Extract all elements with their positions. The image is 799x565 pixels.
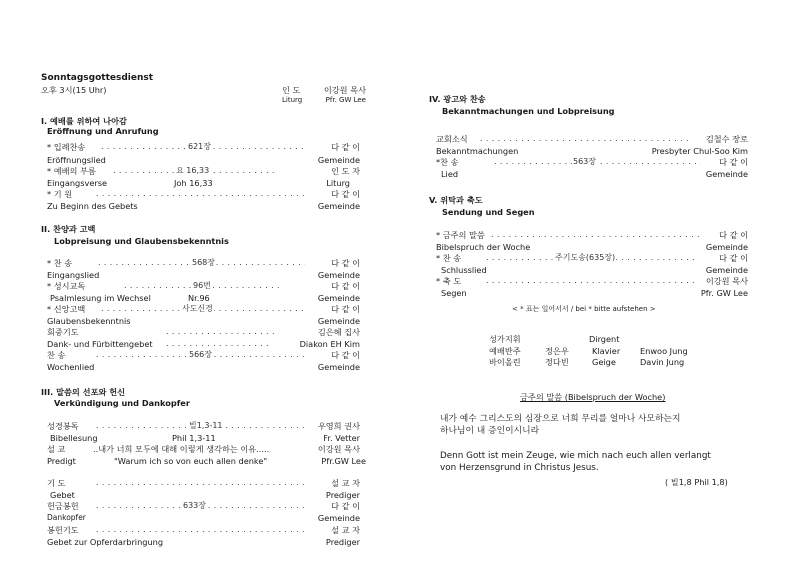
verse-ko-line2: 하나님이 내 증인이시니라	[440, 426, 540, 436]
item-resp-ko: 다 같 이	[331, 350, 360, 360]
dot-leader	[486, 253, 694, 263]
musician-role-ko: 예배반주	[489, 346, 521, 356]
item-label-de: Bekanntmachungen	[436, 146, 519, 156]
item-label-de: Eingangslied	[47, 270, 100, 280]
section-heading-ko: I. 예배를 위하여 나아감	[41, 116, 127, 126]
item-resp-de: Gemeinde	[705, 169, 748, 179]
conductor-label-de: Dirgent	[589, 334, 620, 344]
scripture-ref: . . . 요 16,33	[176, 166, 210, 175]
item-label-ko: * 축 도	[436, 276, 462, 286]
creed-name: . . . 사도신경	[182, 304, 213, 313]
verse-de-line1: Denn Gott ist mein Zeuge, wie mich nach euch allen verlangt	[440, 451, 711, 461]
hymn-number: . . . 568장	[192, 258, 215, 267]
item-resp-de: Prediger	[325, 537, 360, 547]
item-label-de: Gebet zur Opferdarbringung	[47, 537, 164, 547]
item-resp-de: Gemeinde	[317, 155, 360, 165]
item-label-ko: * 신앙고백	[47, 304, 86, 314]
item-label-ko: * 성시교독	[47, 281, 86, 291]
dot-leader	[96, 350, 305, 360]
item-label-de: Glaubensbekenntnis	[47, 316, 131, 326]
item-resp-ko: 김은혜 집사	[317, 327, 360, 337]
pastor-name-ko: 이강원 목사	[323, 85, 366, 95]
item-resp-de: Gemeinde	[705, 242, 748, 252]
item-label-ko: * 입례찬송	[47, 142, 86, 152]
section-heading-ko: V. 위탁과 축도	[429, 195, 483, 205]
musician-name-ko: 정다빈	[545, 357, 569, 367]
item-label-ko: * 금주의 말씀	[436, 230, 485, 240]
item-label-de: Schlusslied	[441, 265, 487, 275]
item-label-de: Eingangsverse	[47, 178, 108, 188]
item-resp-ko: 설 교 자	[331, 525, 360, 535]
dot-leader	[96, 189, 305, 199]
item-label-ko: * 예배의 부름	[47, 166, 96, 176]
item-resp-de: Gemeinde	[317, 316, 360, 326]
hymn-number: . . . 633장	[183, 501, 206, 510]
item-label-de: Zu Beginn des Gebets	[47, 201, 138, 211]
item-resp-ko: 김철수 장로	[705, 134, 748, 144]
sermon-title-ko: ..내가 너희 모두에 대해 이렇게 생각하는 이유.....	[93, 444, 270, 454]
item-label-de: Dankopfer	[47, 513, 86, 522]
item-resp-de: Gemeinde	[317, 513, 360, 523]
dot-leader	[96, 478, 305, 488]
item-label-ko: 성경봉독	[47, 421, 79, 431]
scripture-ref-de: Joh 16,33	[174, 178, 213, 188]
hymn-number: . . . 621장	[188, 142, 211, 151]
item-resp-de: Fr. Vetter	[323, 433, 360, 443]
item-resp-ko: 이강원 목사	[705, 276, 748, 286]
liturg-label-ko: 인 도	[282, 85, 301, 95]
item-resp-ko: 설 교 자	[331, 478, 360, 488]
section-heading-de: Verkündigung und Dankopfer	[54, 398, 190, 408]
item-label-de: Lied	[441, 169, 459, 179]
musician-name-de: Enwoo Jung	[640, 346, 688, 356]
conductor-label-ko: 성가지휘	[489, 334, 521, 344]
liturg-label-de: Liturg	[282, 96, 303, 104]
dot-leader	[491, 230, 699, 240]
dot-leader	[101, 142, 304, 152]
item-resp-ko: 다 같 이	[331, 281, 360, 291]
item-label-ko: 찬 송	[47, 350, 66, 360]
dot-leader	[96, 501, 305, 511]
item-label-ko: 봉헌기도	[47, 525, 79, 535]
item-label-ko: * 기 원	[47, 189, 73, 199]
item-label-ko: 회중기도	[47, 327, 79, 337]
item-resp-ko: 다 같 이	[331, 501, 360, 511]
section-heading-de: Lobpreisung und Glaubensbekenntnis	[54, 236, 229, 246]
service-time: 오후 3시(15 Uhr)	[41, 85, 107, 95]
item-resp-ko: 다 같 이	[719, 157, 748, 167]
dot-leader	[96, 525, 305, 535]
item-label-ko: * 찬 송	[47, 258, 73, 268]
hymn-number: . . . 주기도송(635장)	[555, 253, 616, 262]
musician-name-de: Davin Jung	[640, 357, 685, 367]
pastor-name-de: Pfr. GW Lee	[325, 96, 366, 104]
hymn-number: . . . 566장	[189, 350, 212, 359]
item-label-de: Psalmlesung im Wechsel	[50, 293, 151, 303]
item-label-ko: *찬 송	[436, 157, 459, 167]
item-label-ko: 설 교	[47, 444, 66, 454]
item-label-de: Dank- und Fürbittengebet	[47, 339, 153, 349]
musician-name-ko: 정은우	[545, 346, 569, 356]
verse-heading: 금주의 말씀 (Bibelspruch der Woche)	[520, 392, 666, 402]
item-resp-ko: 다 같 이	[719, 253, 748, 263]
item-resp-de: Prediger	[325, 490, 360, 500]
item-label-ko: 교회소식	[436, 134, 468, 144]
dot-leader	[96, 421, 305, 431]
musician-role-ko: 바이올린	[489, 357, 521, 367]
item-resp-de: Gemeinde	[317, 201, 360, 211]
item-label-ko: 헌금봉헌	[47, 501, 79, 511]
item-resp-ko: 다 같 이	[331, 142, 360, 152]
section-heading-ko: III. 말씀의 선포와 헌신	[41, 387, 126, 397]
dot-leader	[113, 166, 278, 176]
verse-reference: ( 빌1,8 Phil 1,8)	[665, 477, 728, 487]
section-heading-de: Sendung und Segen	[442, 207, 535, 217]
item-resp-ko: 우영희 권사	[317, 421, 360, 431]
psalm-number-de: Nr.96	[188, 293, 210, 303]
item-resp-ko: 다 같 이	[331, 258, 360, 268]
dot-leader	[124, 281, 280, 291]
item-resp-de: Pfr. GW Lee	[700, 288, 748, 298]
item-resp-de: Gemeinde	[317, 293, 360, 303]
item-resp-de: Liturg	[326, 178, 350, 188]
musician-role-de: Klavier	[592, 346, 621, 356]
psalm-number: . . . 96번	[193, 281, 211, 290]
verse-ko-line1: 내가 예수 그리스도의 심장으로 너희 무리를 얼마나 사모하는지	[440, 414, 681, 424]
item-label-de: Gebet	[50, 490, 75, 500]
dot-leader	[166, 327, 274, 337]
item-resp-de: Gemeinde	[317, 270, 360, 280]
item-label-ko: 기 도	[47, 478, 66, 488]
sermon-title-de: "Warum ich so von euch allen denke"	[114, 456, 268, 466]
section-heading-ko: II. 찬양과 고백	[41, 224, 96, 234]
item-resp-de: Gemeinde	[317, 362, 360, 372]
section-heading-de: Bekanntmachungen und Lobpreisung	[442, 106, 615, 116]
item-resp-de: Presbyter Chul-Soo Kim	[651, 146, 748, 156]
item-resp-de: Gemeinde	[705, 265, 748, 275]
item-label-de: Bibellesung	[50, 433, 98, 443]
dot-leader	[494, 157, 701, 167]
item-label-ko: * 찬 송	[436, 253, 462, 263]
scripture-ref: . . . 빌1,3-11	[189, 421, 223, 430]
hymn-number: . . . 563장	[573, 157, 596, 166]
dot-leader	[166, 339, 270, 349]
section-heading-ko: IV. 광고와 찬송	[429, 94, 486, 104]
standing-note: < * 표는 일어서서 / bei * bitte aufstehen >	[512, 305, 656, 313]
dot-leader	[101, 304, 305, 314]
item-resp-ko: 다 같 이	[331, 189, 360, 199]
service-title: Sonntagsgottesdienst	[41, 73, 154, 83]
item-label-de: Eröffnungslied	[47, 155, 106, 165]
item-label-de: Segen	[441, 288, 467, 298]
dot-leader	[98, 258, 305, 268]
item-label-de: Bibelspruch der Woche	[436, 242, 531, 252]
item-resp-ko: 인 도 자	[331, 166, 360, 176]
item-resp-de: Diakon EH Kim	[299, 339, 360, 349]
item-label-de: Predigt	[47, 456, 76, 466]
verse-de-line2: von Herzensgrund in Christus Jesus.	[440, 463, 599, 473]
dot-leader	[486, 276, 698, 286]
section-heading-de: Eröffnung und Anrufung	[47, 126, 159, 136]
scripture-ref-de: Phil 1,3-11	[172, 433, 216, 443]
item-resp-ko: 이강원 목사	[317, 444, 360, 454]
item-resp-ko: 다 같 이	[331, 304, 360, 314]
musician-role-de: Geige	[592, 357, 616, 367]
item-label-de: Wochenlied	[47, 362, 95, 372]
item-resp-de: Pfr.GW Lee	[321, 456, 366, 466]
dot-leader	[480, 134, 692, 144]
item-resp-ko: 다 같 이	[719, 230, 748, 240]
